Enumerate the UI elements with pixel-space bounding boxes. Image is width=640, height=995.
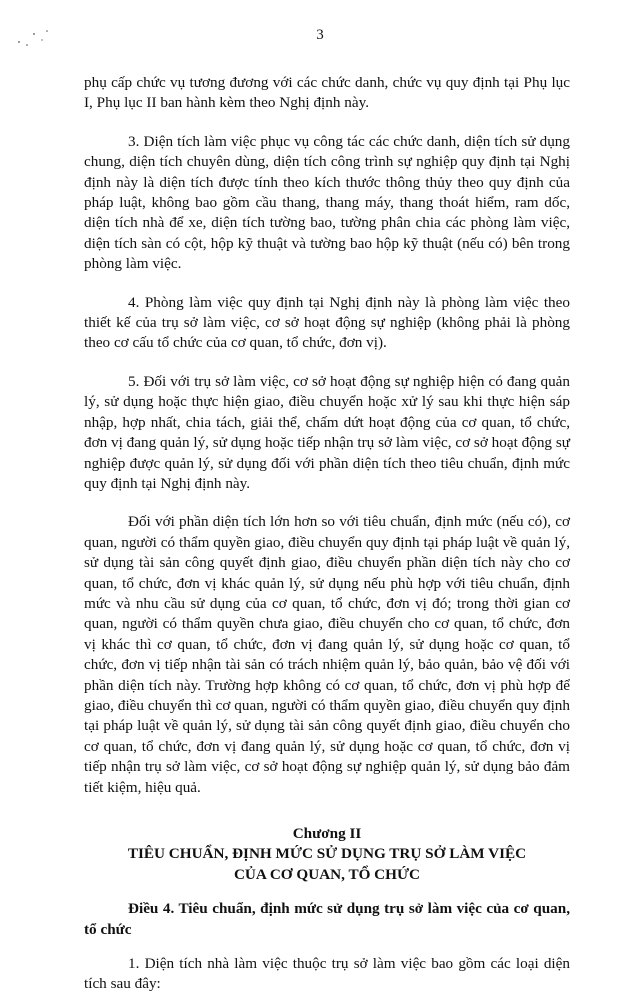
chapter-title-line2: CỦA CƠ QUAN, TỔ CHỨC [233,865,421,883]
paragraph-clause-4: 4. Phòng làm việc quy định tại Nghị định này là phòng làm việc theo thiết kế của trụ sở làm việc, cơ sở hoạt động sự nghiệp (không phải là phòng theo cơ cấu tổ chức của cơ quan, tổ chức, đơn vị). [84,293,570,352]
chapter-title-line1: TIÊU CHUẨN, ĐỊNH MỨC SỬ DỤNG TRỤ SỞ LÀM VIỆC [127,845,527,863]
paragraph-clause-5: 5. Đối với trụ sở làm việc, cơ sở hoạt động sự nghiệp hiện có đang quản lý, sử dụng hoặc thực hiện giao, điều chuyển hoặc xử lý sau khi thực hiện sáp nhập, hợp nhất, chia tách, giải thể, chấm dứt hoạt động của cơ quan, tổ chức, đơn vị đang quản lý, sử dụng hoặc tiếp nhận trụ sở làm việc, cơ sở hoạt động sự nghiệp được quản lý, sử dụng đối với phần diện tích theo tiêu chuẩn, định mức quy định tại Nghị định này. [84,372,570,492]
article-heading: Điều 4. Tiêu chuẩn, định mức sử dụng trụ sở làm việc của cơ quan, tổ chức [84,900,570,938]
paragraph-clause-3: 3. Diện tích làm việc phục vụ công tác các chức danh, diện tích sử dụng chung, diện tích chuyên dùng, diện tích công trình sự nghiệp quy định tại Nghị định này là diện tích được tính theo kích thước thông thủy theo quy định của pháp luật, không bao gồm cầu thang, thang máy, thang thoát hiểm, ram dốc, diện tích nhà để xe, diện tích tường bao, tường phân chia các phòng làm việc, diện tích sàn có cột, hộp kỹ thuật và tường bao hộp kỹ thuật (nếu có) bên trong phòng làm việc. [84,132,570,273]
page-number: 3 [316,27,324,43]
article-paragraph-1: 1. Diện tích nhà làm việc thuộc trụ sở làm việc bao gồm các loại diện tích sau đây: [84,955,570,993]
paragraph-excess-area: Đối với phần diện tích lớn hơn so với tiêu chuẩn, định mức (nếu có), cơ quan, người có thẩm quyền giao, điều chuyển quy định tại pháp luật về quản lý, sử dụng tài sản công quyết định giao, điều chuyển phần diện tích này cho cơ quan, tổ chức, đơn vị khác quản lý, sử dụng nếu phù hợp với tiêu chuẩn, định mức và nhu cầu sử dụng của cơ quan, tổ chức, đơn vị đó; trong thời gian cơ quan, người có thẩm quyền chưa giao, điều chuyển cho cơ quan, tổ chức, đơn vị khác thì cơ quan, tổ chức, đơn vị đang quản lý, sử dụng hoặc cơ quan, tổ chức, đơn vị tiếp nhận tài sản có trách nhiệm quản lý, bảo quản, bảo vệ đối với phần diện tích này. Trường hợp không có cơ quan, tổ chức, đơn vị phù hợp để giao, điều chuyển thì cơ quan, người có thẩm quyền giao, điều chuyển quy định tại pháp luật về quản lý, sử dụng tài sản công quyết định giao, điều chuyển cho cơ quan, tổ chức, đơn vị đang quản lý, sử dụng hoặc cơ quan, tổ chức, đơn vị tiếp nhận trụ sở làm việc, cơ sở hoạt động sự nghiệp quản lý, sử dụng bảo đảm tiết kiệm, hiệu quả. [84,513,570,796]
paragraph-continuation: phụ cấp chức vụ tương đương với các chức danh, chức vụ quy định tại Phụ lục I, Phụ lục II ban hành kèm theo Nghị định này. [84,74,570,112]
chapter-label: Chương II [292,825,362,842]
document-body [84,73,570,995]
